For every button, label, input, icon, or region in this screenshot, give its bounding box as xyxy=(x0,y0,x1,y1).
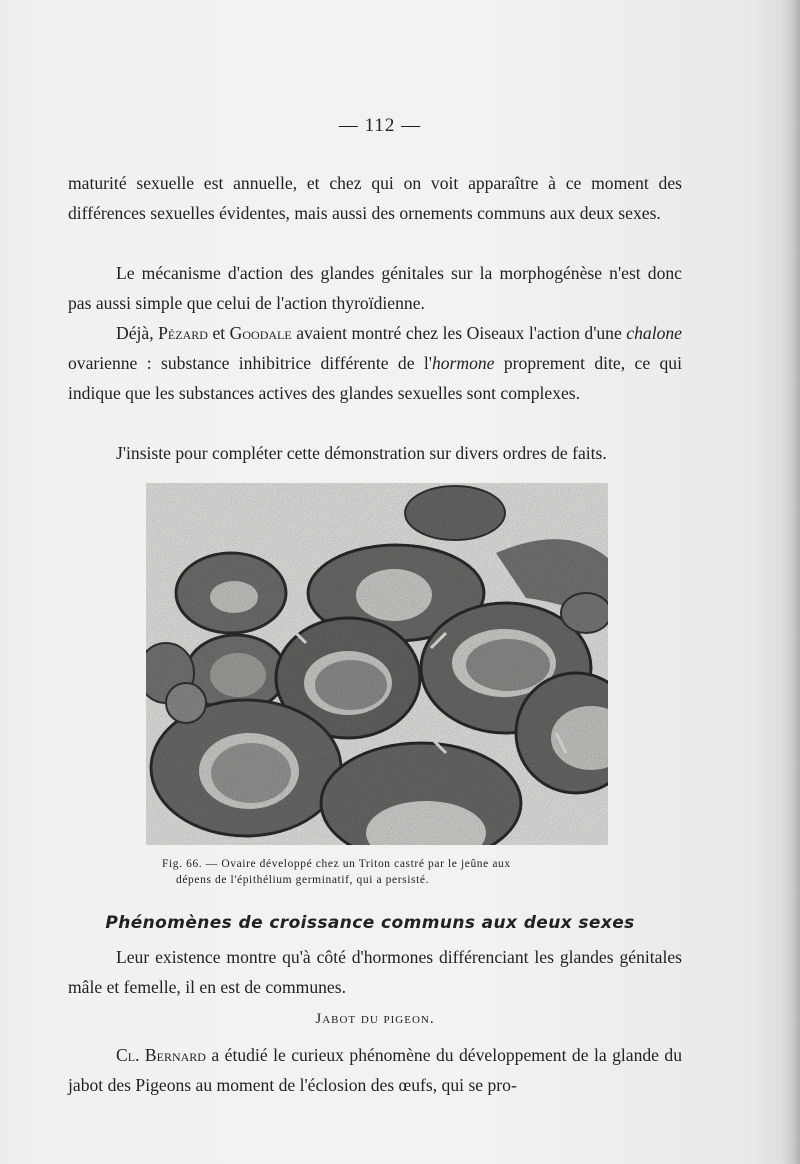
paragraph-pezard-goodale xyxy=(68,318,682,408)
author-pezard: Pézard xyxy=(158,323,208,343)
figure-caption xyxy=(162,856,602,888)
term-hormone: hormone xyxy=(431,353,495,373)
text-body-1: avaient montré chez les Oiseaux l'action d'une xyxy=(291,323,627,343)
paragraph-existence: Leur existence montre qu'à côté d'hormones différenciant les glandes génitales mâle et femelle, il en est de communes. xyxy=(68,947,682,997)
text-and: et xyxy=(207,323,230,343)
term-chalone: chalone xyxy=(626,323,682,343)
text-body-3: proprement dite, ce qui indique que les substances actives des glandes sexuelles sont complexes. xyxy=(68,353,682,403)
text-body-2: ovarienne : substance inhibitrice différente de l' xyxy=(68,353,432,373)
micrograph-image xyxy=(146,483,608,845)
caption-line-2: dépens de l'épithélium germinatif, qui a persisté. xyxy=(176,874,430,886)
section-title: Phénomènes de croissance communs aux deux sexes xyxy=(105,913,635,933)
paragraph-bernard xyxy=(68,1040,682,1100)
author-goodale: Goodale xyxy=(229,323,292,343)
text-bernard-body: a étudié le curieux phénomène du développement de la glande du jabot des Pigeons au moment de l'éclosion des œufs, qui se pro- xyxy=(68,1045,683,1095)
page-gutter-shadow xyxy=(782,0,800,1164)
text-lead: Déjà, xyxy=(116,323,159,343)
page-number: — 112 — xyxy=(338,115,422,136)
figure-ovary-micrograph xyxy=(146,483,608,845)
paragraph-continuation: maturité sexuelle est annuelle, et chez qui on voit apparaître à ce moment des différences sexuelles évidentes, mais aussi des ornements communs aux deux sexes. xyxy=(68,173,682,223)
caption-line-1: Fig. 66. — Ovaire développé chez un Triton castré par le jeûne aux xyxy=(162,858,511,870)
paragraph-insiste: J'insiste pour compléter cette démonstration sur divers ordres de faits. xyxy=(116,443,607,463)
author-bernard: Cl. Bernard xyxy=(116,1045,206,1065)
subsection-title: Jabot du pigeon. xyxy=(315,1011,435,1027)
paragraph-mecanisme: Le mécanisme d'action des glandes génitales sur la morphogénèse n'est donc pas aussi simple que celui de l'action thyroïdienne. xyxy=(68,263,682,313)
